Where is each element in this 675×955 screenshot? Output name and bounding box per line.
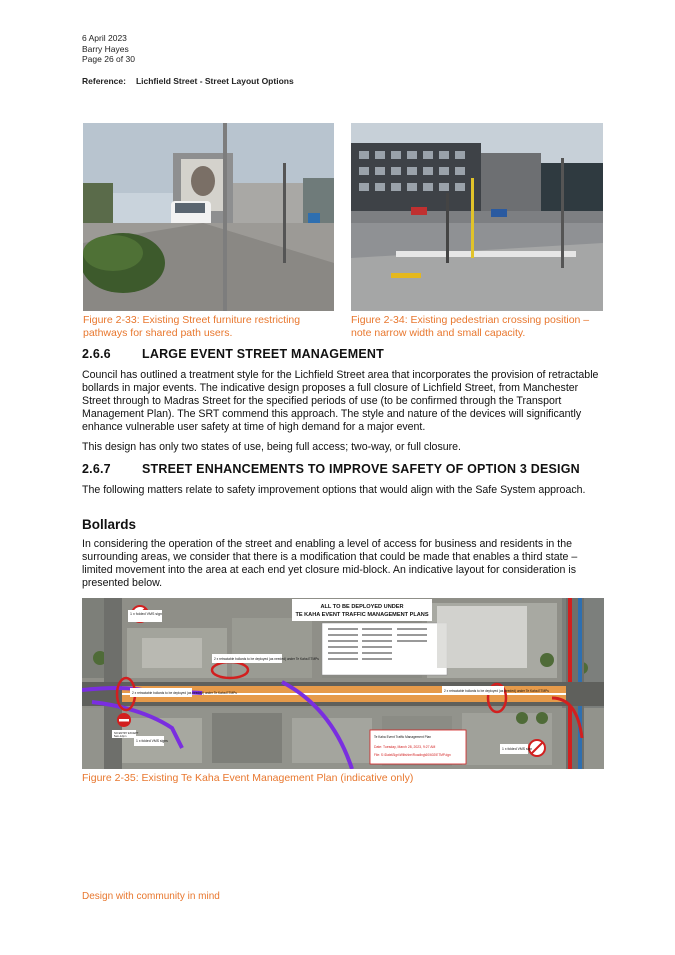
page-header — [82, 33, 135, 65]
label-time: 5am-12pm — [114, 735, 127, 738]
paragraph: In considering the operation of the street and enabling a level of access for business and residents in the surrounding areas, we consider that there is a modification that could be made that enables a third state – limited movement into the area at each end yet closure mid-block. An indicative layout for consideration is presented below. — [82, 538, 578, 589]
banner-line2: TE KAHA EVENT TRAFFIC MANAGEMENT PLANS — [295, 612, 429, 618]
section-title: LARGE EVENT STREET MANAGEMENT — [142, 347, 384, 361]
paragraph: The following matters relate to safety improvement options that would align with the Safe System approach. — [82, 484, 586, 496]
section-2-6-7-body — [82, 484, 602, 497]
date-line: Date: Tuesday, March 28, 2023, 9:27 AM — [374, 745, 436, 749]
section-title: STREET ENHANCEMENTS TO IMPROVE SAFETY OF OPTION 3 DESIGN — [142, 462, 580, 476]
photo-street-furniture — [83, 123, 334, 311]
plan-aerial-map — [82, 598, 604, 769]
section-2-6-6-body — [82, 369, 602, 454]
label-vms-bottom-right: 1 x folded VMS sign — [502, 747, 533, 751]
reference-value: Lichfield Street - Street Layout Options — [135, 76, 294, 86]
file-line: File: S:\Data\Sign\Wiltshire\Roading\60\602\ETMP.dgn — [374, 753, 451, 757]
street-furniture-photo — [83, 123, 334, 311]
header-page: Page 26 of 30 — [82, 54, 135, 64]
figure-2-33-caption: Figure 2-33: Existing Street furniture restricting pathways for shared path users. — [83, 314, 301, 339]
banner-line1: ALL TO BE DEPLOYED UNDER — [320, 604, 404, 610]
label-vms-bottom-left: 1 x folded VMS signs — [136, 739, 168, 743]
event-management-plan-figure — [82, 598, 604, 769]
header-author: Barry Hayes — [82, 43, 129, 54]
paragraph: This design has only two states of use, being full access; two-way, or full closure. — [82, 441, 462, 453]
pedestrian-crossing-photo — [351, 123, 603, 311]
section-2-6-7-heading — [82, 462, 602, 476]
section-2-6-6-heading — [82, 347, 602, 361]
label-bollards-left: 2 x retractable bollards to be deployed (as needed) under Te Kaha ETMPs — [132, 691, 237, 695]
label-vms-left: 1 x folded VMS sign — [130, 612, 162, 616]
photo-pedestrian-crossing — [351, 123, 603, 311]
header-date: 6 April 2023 — [82, 33, 127, 43]
title-block: Te Kaha Event Traffic Management Plan — [374, 735, 431, 739]
footer-tagline: Design with community in mind — [82, 891, 220, 902]
label-bollards-right: 2 x retractable bollards to be deployed (as needed) under Te Kaha ETMPs — [444, 689, 549, 693]
bollards-body — [82, 538, 602, 590]
paragraph: Council has outlined a treatment style for the Lichfield Street area that incorporates the provision of retractable bollards in major events. The indicative design proposes a full closure of Lichfield Street, from Manchester Street through to Madras Street for the specified periods of use (to be confirmed through the Transport Management Plan). The SRT commend this approach. The style and nature of the devices will significantly enhance vulnerable user safety at time of high demand for a major event. — [82, 369, 599, 433]
reference-label: Reference: — [82, 76, 126, 86]
section-number: 2.6.7 — [82, 462, 111, 476]
figure-2-35-caption: Figure 2-35: Existing Te Kaha Event Management Plan (indicative only) — [82, 772, 414, 784]
label-bollards-top: 2 x retractable bollards to be deployed (as needed) under Te Kaha ETMPs — [214, 657, 319, 661]
figure-2-34-caption: Figure 2-34: Existing pedestrian crossing position – note narrow width and small capacity. — [351, 314, 590, 339]
bollards-heading: Bollards — [82, 517, 137, 532]
section-number: 2.6.6 — [82, 347, 111, 361]
label-no-entry: NO ENTRY EXCEPT — [114, 732, 139, 735]
reference-line — [82, 76, 294, 86]
